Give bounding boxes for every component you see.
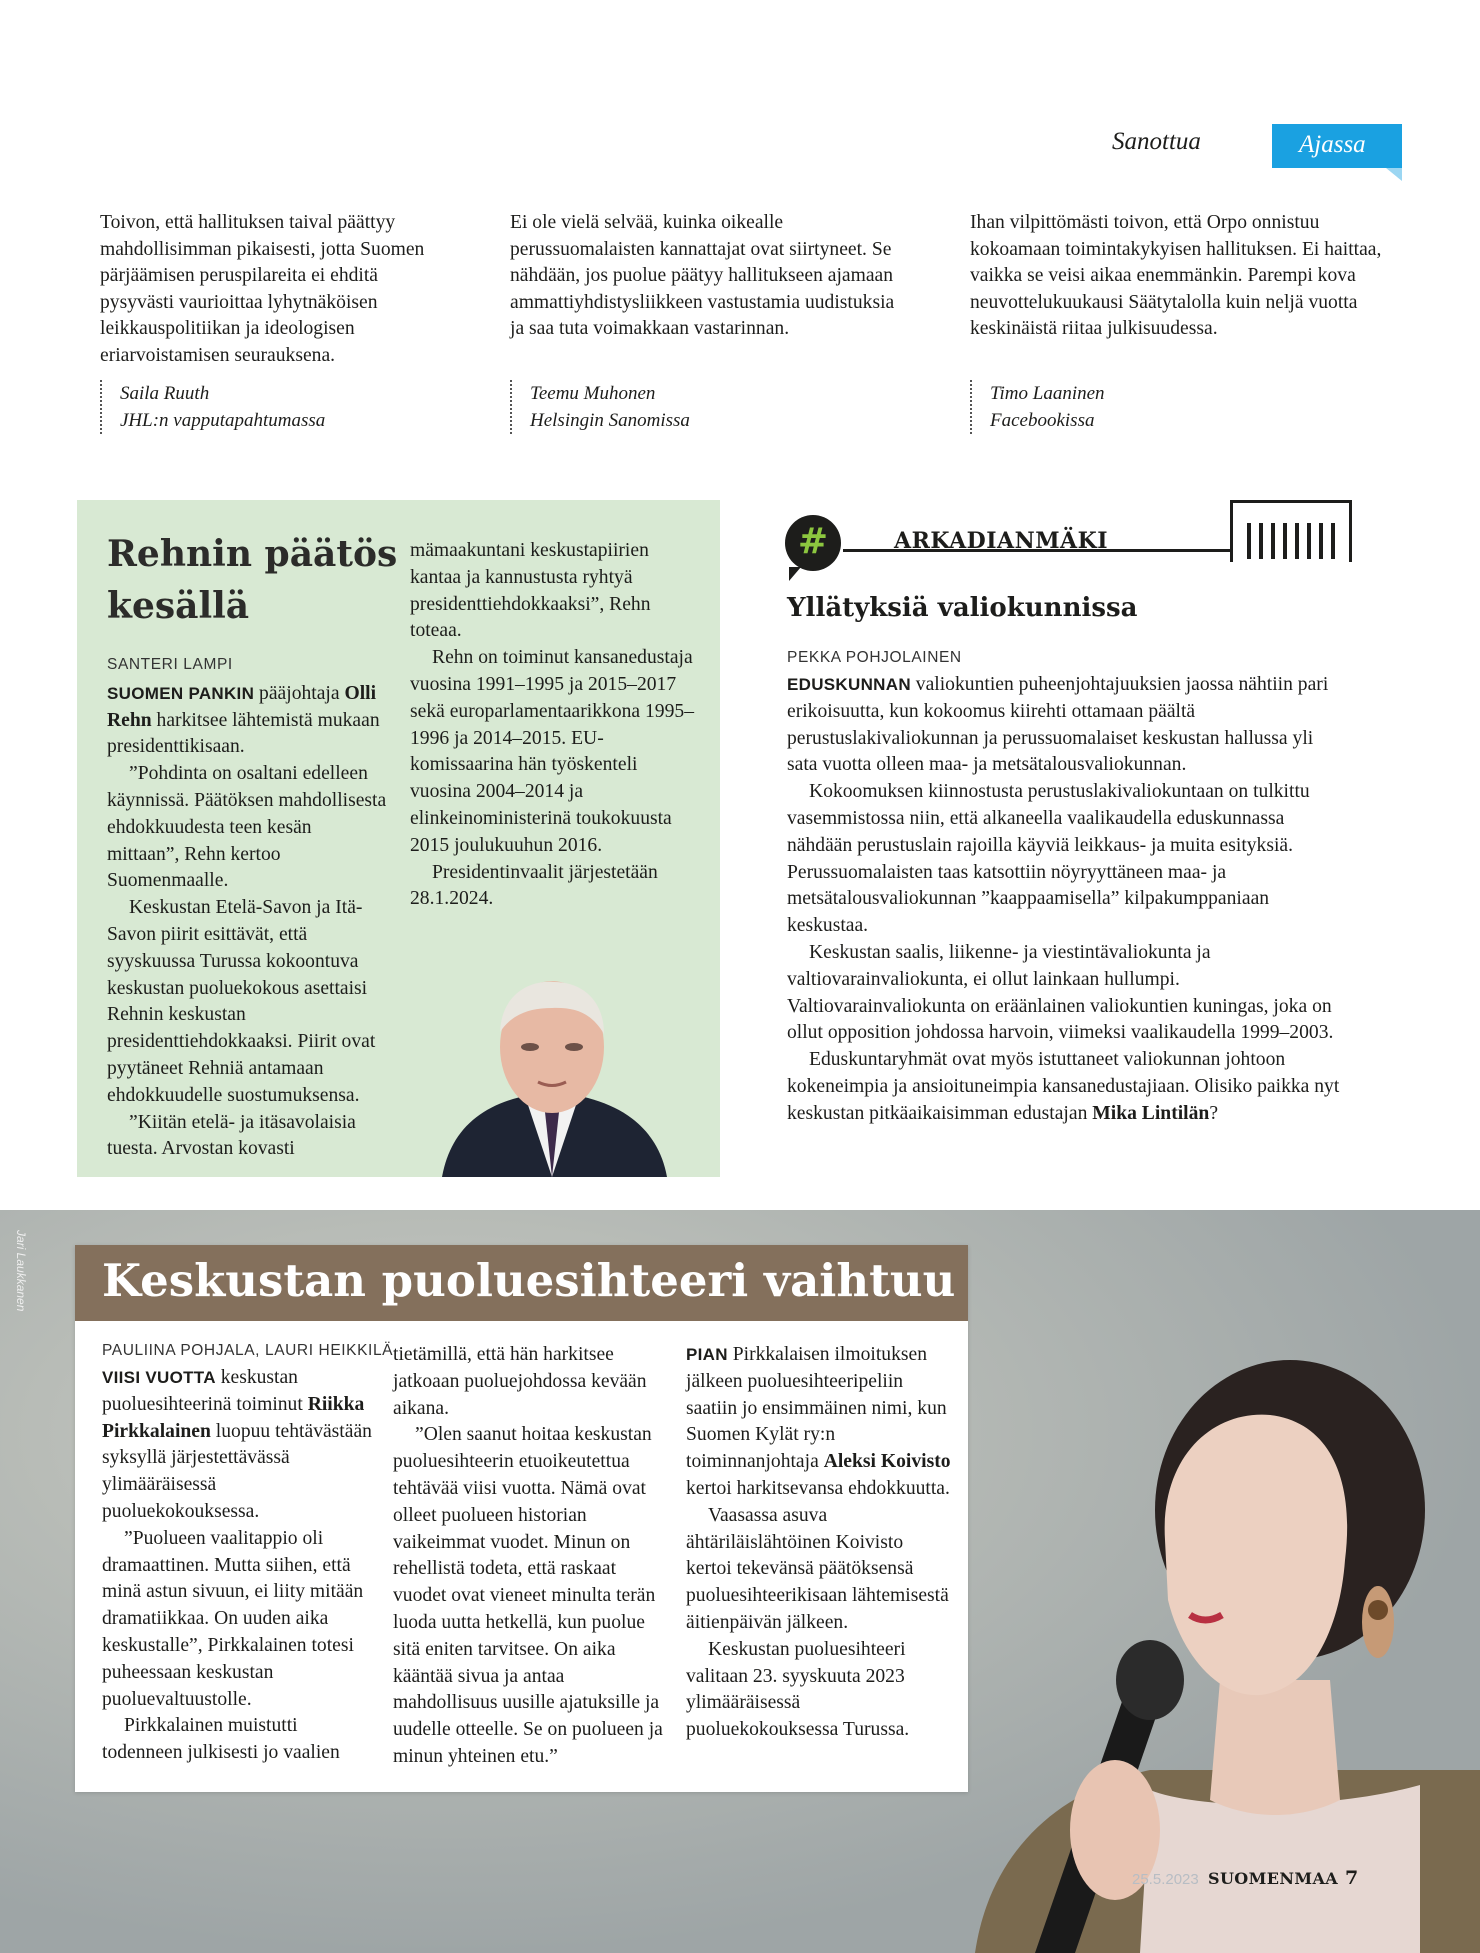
article-paragraph: [787, 672, 1347, 779]
quote-text: Ihan vilpittömästi toivon, että Orpo onnistuu kokoamaan toimintakykyisen hallituksen. Ei haittaa, vaikka se veisi aikaa enemmänkin. Parempi kova neuvottelukuukausi Säätytalolla kuin neljä vuotta keskinäistä riitaa julkisuudessa.: [970, 212, 1382, 340]
article-paragraph: [107, 681, 387, 761]
text-run: keskustan puoluesihteerinä toiminut: [102, 1367, 308, 1415]
article-title: Rehnin päätös kesällä: [107, 533, 398, 627]
article-column: [102, 1365, 372, 1767]
person-name: Olli Rehn: [107, 682, 377, 731]
article-paragraph: ”Kiitän etelä- ja itäsavolaisia tuesta. Arvostan kovasti: [107, 1111, 356, 1160]
text-run: Eduskuntaryhmät ovat myös istuttaneet valiokunnan johtoon kokeneimpia ja ansioituneimpia kansanedustajiaan. Olisiko paikka nyt keskustan pitkäaikaisimman edustajan: [787, 1049, 1340, 1124]
article-paragraph: Keskustan saalis, liikenne- ja viestintävaliokunta ja valtiovarainvaliokunta, ei ollut lainkaan hullumpi. Valtiovarainvaliokunta on eräänlainen valiokuntien kuningas, joka on ollut opposition johdossa harvoin, viimeksi vaalikaudella 1999–2003.: [787, 941, 1334, 1044]
article-paragraph: [102, 1365, 372, 1526]
article-paragraph: ”Olen saanut hoitaa keskustan puoluesihteerin etuoikeutettua tehtävää viisi vuotta. Nämä ovat olleet puolueen historian vaikeimmat vuodet. Minun on rehellistä todeta, että raskaat vuodet ovat vieneet minulta terän luoda uutta hetkellä, kun puolue sitä eniten tarvitsee. On aika kääntää sivua ja antaa mahdollisuus uusille ajatuksille ja uudelle otteelle. Se on puolueen ja minun yhteinen etu.”: [393, 1424, 663, 1767]
person-name: Mika Lintilän: [1092, 1102, 1210, 1124]
article-paragraph: Keskustan Etelä-Savon ja Itä-Savon piirit esittävät, että syyskuussa Turussa kokoontuva keskustan puoluekokous asettaisi Rehnin keskustan presidenttiehdokkaaksi. Piirit ovat pyytäneet Rehniä antamaan ehdokkuudelle suostumuksensa.: [107, 897, 376, 1106]
section-tab: Ajassa: [1272, 124, 1402, 168]
text-run: valiokuntien puheenjohtajuuksien jaossa nähtiin pari erikoisuutta, kun kokoomus kiirehti ottamaan päältä perustuslakivaliokunnan ja perussuomalaiset keskustan hallussa yli sata vuotta olleen maa- ja metsätalousvaliokunnan.: [787, 674, 1329, 776]
article-paragraph: Rehn on toiminut kansanedustaja vuosina 1991–1995 ja 2015–2017 sekä europarlamentaarikkona 1995–1996 ja 2014–2015. EU-komissaarina hän työskenteli vuosina 2004–2014 ja elinkeinoministerinä toukokuusta 2015 joulukuuhun 2016.: [410, 647, 694, 856]
article-column: [393, 1342, 663, 1771]
quote-author: Teemu Muhonen: [530, 383, 656, 404]
quote-text: Ei ole vielä selvää, kuinka oikealle perussuomalaisten kannattajat ovat siirtyneet. Se nähdään, jos puolue päätyy hallitukseen ajamaan ammattiyhdistysliikkeen vastustamia uudistuksia ja saa tuta voimakkaan vastarinnan.: [510, 212, 895, 340]
quote-author: Saila Ruuth: [120, 383, 210, 404]
keskusta-article: [75, 1245, 968, 1792]
quote-source: JHL:n vapputapahtumassa: [120, 410, 326, 431]
article-body: [787, 672, 1347, 1128]
article-column: [686, 1342, 951, 1744]
text-run: luopuu tehtävästään syksyllä järjestettävässä ylimääräisessä puoluekokouksessa.: [102, 1420, 372, 1522]
article-paragraph: Kokoomuksen kiinnostusta perustuslakivaliokuntaan on tulkittu vasemmistossa niin, että alkaneella vaalikaudella eduskunnassa nähdään perustuslain rajoilla käyviä leikkaus- ja muita esityksiä. Perussuomalaisten taas katsottiin nöyryyttäneen maa- ja metsätalousvaliokunnan ”kaappaamisella” kilpakumppaniaan keskustaa.: [787, 781, 1310, 937]
article-column: [107, 652, 387, 1164]
quote-source: Facebookissa: [990, 410, 1095, 431]
article-header-bar: [75, 1245, 968, 1321]
article-paragraph: ”Pohdinta on osaltani edelleen käynnissä. Päätöksen mahdollisesta ehdokkuudesta teen kesän mittaan”, Rehn kertoo Suomenmaalle.: [107, 763, 387, 892]
article-paragraph: Presidentinvaalit järjestetään 28.1.2024.: [410, 861, 658, 910]
article-byline: PAULIINA POHJALA, LAURI HEIKKILÄ: [102, 1342, 394, 1359]
text-run: Pirkkalaisen ilmoituksen jälkeen puoluesihteeripeliin saatiin jo ensimmäinen nimi, kun Suomen Kylät ry:n toiminnanjohtaja: [686, 1344, 947, 1473]
lead-caps: EDUSKUNNAN: [787, 675, 911, 694]
article-paragraph: mämaakuntani keskustapiirien kantaa ja kannustusta ryhtyä presidenttiehdokkaaksi”, Rehn toteaa.: [410, 540, 651, 642]
quote-author: Timo Laaninen: [990, 383, 1105, 404]
text-run: kertoi harkitsevansa ehdokkuutta.: [686, 1477, 950, 1499]
lead-caps: SUOMEN PANKIN: [107, 683, 255, 703]
hashtag-icon: #: [785, 515, 841, 571]
quote-source: Helsingin Sanomissa: [530, 410, 690, 431]
lead-caps: VIISI VUOTTA: [102, 1368, 216, 1387]
text-run: harkitsee lähtemistä mukaan presidenttikisaan.: [107, 709, 380, 758]
page-number: 7: [1345, 1867, 1359, 1889]
article-paragraph: [686, 1342, 951, 1503]
magazine-name: SUOMENMAA: [1208, 1869, 1339, 1888]
article-paragraph: [787, 1047, 1347, 1127]
portrait-photo: [432, 952, 672, 1177]
quote-attribution: [510, 380, 690, 434]
parliament-building-icon: [1230, 500, 1352, 562]
article-byline: PEKKA POHJOLAINEN: [787, 649, 962, 666]
article-title: Yllätyksiä valiokunnissa: [787, 593, 1138, 623]
person-name: Riikka Pirkkalainen: [102, 1393, 365, 1442]
quote-text: Toivon, että hallituksen taival päättyy mahdollisimman pikaisesti, jotta Suomen pärjäämisen peruspilareita ei ehditä pysyvästi vaurioittaa lyhytnäköisen leikkauspolitiikan ja ideologisen eriarvoistamisen seurauksena.: [100, 212, 425, 366]
article-column: [410, 538, 700, 913]
article-byline: SANTERI LAMPI: [107, 656, 233, 673]
text-run: pääjohtaja: [254, 682, 345, 704]
person-name: Aleksi Koivisto: [823, 1451, 951, 1473]
photo-credit: Jari Laukkanen: [14, 1230, 28, 1312]
text-run: ?: [1209, 1102, 1219, 1124]
section-label: Sanottua: [1112, 128, 1201, 155]
quote-attribution: [100, 380, 325, 434]
column-label: ARKADIANMÄKI: [894, 528, 1109, 554]
article-paragraph: ”Puolueen vaalitappio oli dramaattinen. Mutta siihen, että minä astun sivuun, ei liity mitään dramatiikkaa. On uuden aika keskustalle”, Pirkkalainen totesi puheessaan keskustan puoluevaltuustolle.: [102, 1527, 364, 1710]
article-paragraph: Keskustan puoluesihteeri valitaan 23. syyskuuta 2023 ylimääräisessä puoluekokouksessa Turussa.: [686, 1638, 910, 1741]
quote-attribution: [970, 380, 1105, 434]
article-paragraph: Pirkkalainen muistutti todenneen julkisesti jo vaalien: [102, 1715, 340, 1764]
rehn-article: [77, 500, 720, 1177]
article-paragraph: tietämillä, että hän harkitsee jatkoaan puoluejohdossa kevään aikana.: [393, 1344, 647, 1419]
article-title: Keskustan puoluesihteeri vaihtuu: [102, 1254, 956, 1307]
article-paragraph: Vaasassa asuva ähtäriläislähtöinen Koivisto kertoi tekevänsä päätöksensä puoluesihteerikisaan lähtemisestä äitienpäivän jälkeen.: [686, 1504, 949, 1633]
lead-caps: PIAN: [686, 1345, 728, 1364]
issue-date: 25.5.2023: [1132, 1871, 1199, 1888]
